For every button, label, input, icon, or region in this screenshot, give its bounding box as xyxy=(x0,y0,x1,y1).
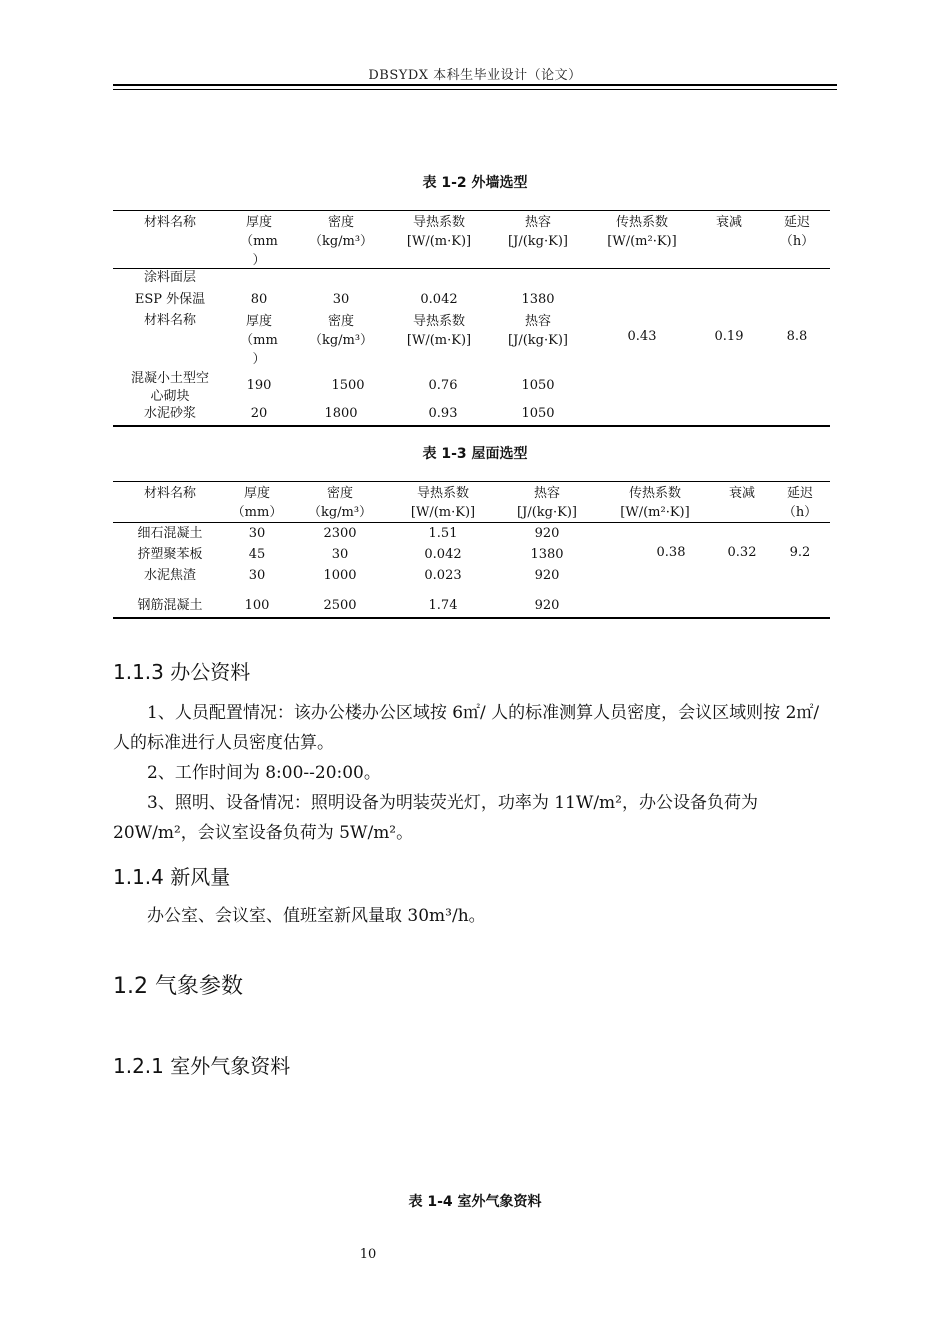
table-cell: 1380 xyxy=(530,547,564,562)
col-header-delay: 延迟 （h） xyxy=(782,486,818,520)
section-heading-1-2-1: 1.2.1 室外气象资料 xyxy=(113,1054,291,1078)
table-cell: 材料名称 xyxy=(143,313,197,328)
table-cell: 细石混凝土 xyxy=(137,526,203,541)
table-cell: 1050 xyxy=(521,406,555,421)
table-bottom-rule xyxy=(113,617,830,619)
table-cell: 2500 xyxy=(323,598,357,613)
col-header-name: 材料名称 xyxy=(143,215,197,230)
col-header-delay: 延迟 （h） xyxy=(779,215,815,249)
table-cell: ESP 外保温 xyxy=(134,292,206,307)
col-header-thickness: 厚度 （mm） xyxy=(231,486,283,520)
section-heading-1-1-4: 1.1.4 新风量 xyxy=(113,865,231,889)
paragraph: 2、工作时间为 8:00--20:00。 xyxy=(147,763,381,783)
table-cell: 45 xyxy=(248,547,266,562)
col-header-density: 密度 （kg/m³） xyxy=(308,215,374,249)
col-header-thickness: 厚度 （mm ） xyxy=(240,215,278,268)
col-header-conductivity: 导热系数 [W/(m·K)] xyxy=(406,215,472,249)
section-heading-1-2: 1.2 气象参数 xyxy=(113,974,243,999)
table-cell: 厚度 （mm ） xyxy=(240,314,278,367)
table-cell-merged: 0.32 xyxy=(727,545,757,560)
running-header: DBSYDX 本科生毕业设计（论文） xyxy=(368,68,582,83)
paragraph: 3、照明、设备情况：照明设备为明装荧光灯，功率为 11W/m²，办公设备负荷为 20W/m²，会议室设备负荷为 5W/m²。 xyxy=(113,793,758,843)
header-rule xyxy=(113,84,837,86)
table-cell-merged: 9.2 xyxy=(789,545,811,560)
table-caption-1-4: 表 1-4 室外气象资料 xyxy=(408,1194,542,1210)
table-cell: 190 xyxy=(246,378,272,393)
table-cell: 920 xyxy=(534,526,560,541)
table-cell: 挤塑聚苯板 xyxy=(137,547,203,562)
table-cell: 920 xyxy=(534,568,560,583)
table-cell: 密度 （kg/m³） xyxy=(308,314,374,348)
table-cell: 100 xyxy=(244,598,270,613)
col-header-attenuation: 衰减 xyxy=(728,486,756,501)
table-top-rule xyxy=(113,210,830,211)
table-cell-merged: 8.8 xyxy=(786,329,808,344)
table-cell: 1000 xyxy=(323,568,357,583)
table-header-rule xyxy=(113,268,830,269)
paragraph: 办公室、会议室、值班室新风量取 30m³/h。 xyxy=(147,906,486,926)
col-header-u-value: 传热系数 [W/(m²·K)] xyxy=(607,215,677,249)
section-heading-1-1-3: 1.1.3 办公资料 xyxy=(113,660,251,684)
table-cell: 1380 xyxy=(521,292,555,307)
table-header-rule xyxy=(113,522,830,523)
table-cell: 涂料面层 xyxy=(143,270,197,285)
col-header-u-value: 传热系数 [W/(m²·K)] xyxy=(620,486,690,520)
table-top-rule xyxy=(113,481,830,482)
table-cell: 钢筋混凝土 xyxy=(137,598,203,613)
table-cell: 2300 xyxy=(323,526,357,541)
table-cell: 920 xyxy=(534,598,560,613)
table-caption-1-3: 表 1-3 屋面选型 xyxy=(422,446,528,462)
table-cell: 1.74 xyxy=(428,598,458,613)
col-header-conductivity: 导热系数 [W/(m·K)] xyxy=(410,486,476,520)
table-cell: 20 xyxy=(250,406,268,421)
table-cell: 0.93 xyxy=(428,406,458,421)
table-cell: 1500 xyxy=(331,378,365,393)
table-cell: 1800 xyxy=(324,406,358,421)
col-header-name: 材料名称 xyxy=(143,486,197,501)
section-body-1-1-4 xyxy=(113,901,837,931)
table-cell: 0.76 xyxy=(428,378,458,393)
table-cell: 1050 xyxy=(521,378,555,393)
table-cell: 30 xyxy=(248,568,266,583)
table-cell-merged: 0.38 xyxy=(656,545,686,560)
table-cell-merged: 0.19 xyxy=(714,329,744,344)
table-caption-1-2: 表 1-2 外墙选型 xyxy=(422,175,528,191)
table-cell: 30 xyxy=(248,526,266,541)
table-cell: 1.51 xyxy=(428,526,458,541)
table-cell: 水泥砂浆 xyxy=(143,406,197,421)
paragraph: 1、人员配置情况：该办公楼办公区域按 6㎡/ 人的标准测算人员密度，会议区域则按 2㎡/ 人的标准进行人员密度估算。 xyxy=(113,703,820,753)
table-cell: 0.042 xyxy=(424,547,462,562)
page-number: 10 xyxy=(359,1247,377,1262)
table-cell: 30 xyxy=(331,547,349,562)
table-cell-merged: 0.43 xyxy=(627,329,657,344)
table-cell: 水泥焦渣 xyxy=(143,568,197,583)
section-body-1-1-3 xyxy=(113,698,837,848)
col-header-heat-capacity: 热容 [J/(kg·K)] xyxy=(508,215,568,249)
col-header-heat-capacity: 热容 [J/(kg·K)] xyxy=(517,486,577,520)
col-header-density: 密度 （kg/m³） xyxy=(307,486,373,520)
col-header-attenuation: 衰减 xyxy=(715,215,743,230)
table-cell: 导热系数 [W/(m·K)] xyxy=(406,314,472,348)
table-cell: 混凝小土型空 心砌块 xyxy=(130,371,210,404)
table-cell: 0.023 xyxy=(424,568,462,583)
table-bottom-rule xyxy=(113,425,830,427)
table-cell: 30 xyxy=(332,292,350,307)
table-cell: 热容 [J/(kg·K)] xyxy=(508,314,568,348)
table-cell: 80 xyxy=(250,292,268,307)
table-cell: 0.042 xyxy=(420,292,458,307)
header-rule-thin xyxy=(113,89,837,90)
